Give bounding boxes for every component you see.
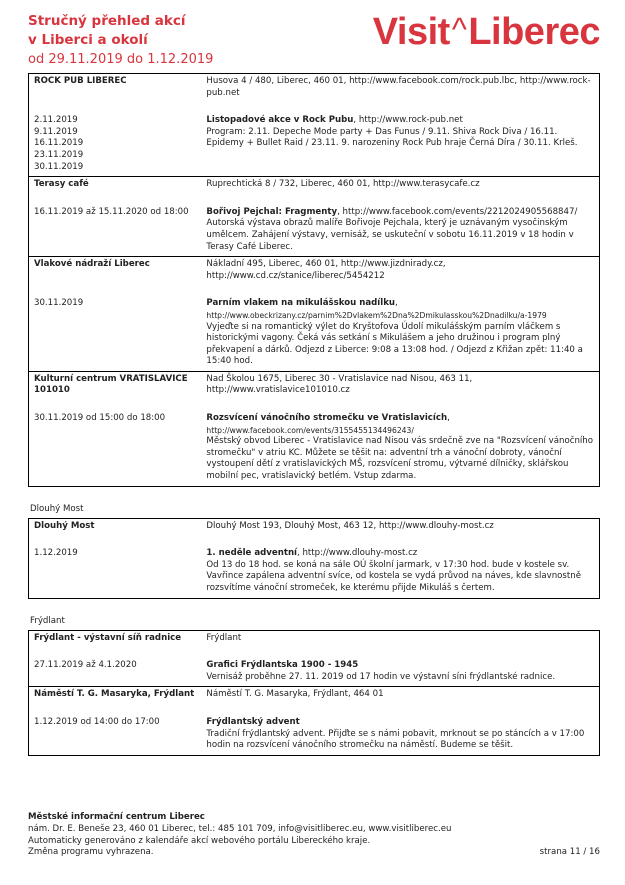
- event-date: 23.11.2019: [34, 149, 84, 160]
- event-title: 1. neděle adventní: [206, 548, 298, 559]
- event-link: http://www.facebook.com/events/3155455134496243/: [206, 425, 414, 435]
- event-title-line: [206, 207, 594, 219]
- event-date: 30.11.2019: [34, 161, 84, 172]
- event-dates: [29, 400, 203, 486]
- event-description: Tradiční frýdlantský advent. Přijďte se s námi pobavit, mrknout se po stáncích a v 17:00 hodin na rozsvícení vánočního stromečku na náměstí. Budeme se těšit.: [206, 728, 585, 751]
- event-title: Frýdlantský advent: [206, 716, 300, 727]
- event-detail-row: [29, 102, 599, 176]
- event-venue: Kulturní centrum VRATISLAVICE 101010: [34, 373, 188, 396]
- event-title: Bořivoj Pejchal: Fragmenty: [206, 206, 338, 217]
- event-date: 2.11.2019: [34, 115, 78, 126]
- event-title-line: [206, 413, 594, 425]
- event-title-line: [206, 115, 594, 127]
- event-dates: [29, 704, 203, 755]
- event-title-line: [206, 548, 594, 560]
- event-dates: [29, 647, 203, 686]
- footer-address: nám. Dr. E. Beneše 23, 460 01 Liberec, tel.: 485 101 709, info@visitliberec.eu, www.visitliberec.eu: [28, 823, 452, 834]
- spacer: [34, 104, 198, 115]
- event-venue: Frýdlant - výstavní síň radnice: [34, 632, 182, 643]
- event-description: Program: 2.11. Depeche Mode party + Das Funus / 9.11. Shiva Rock Diva / 16.11. Epidemy + Bullet Raid / 23.11. 9. narozeniny Rock Pub hraje Černá Díra / 30.11. Krleš.: [206, 126, 578, 149]
- event-detail-row: [29, 285, 599, 371]
- event-venue-row: [29, 631, 599, 648]
- footer-org-name: Městské informační centrum Liberec: [28, 812, 205, 822]
- event-dates: [29, 535, 203, 597]
- event-address: Ruprechtická 8 / 732, Liberec, 460 01, http://www.terasycafe.cz: [206, 179, 480, 190]
- spacer: [206, 196, 594, 207]
- event-description: Vyjeďte si na romantický výlet do Kryštofova Údolí mikulášským parním vláčkem s historickými vagony. Čeká vás setkání s Mikulášem a jeho družinou i program plný překvapení a dárků. Odjezd z Liberce: 9:08 a 13:08 hod. / Odjezd z Křižan zpět: 11:40 a 15:40 hod.: [206, 321, 583, 367]
- event-date: 30.11.2019: [34, 298, 84, 309]
- title-date-range: od 29.11.2019 do 1.12.2019: [28, 52, 214, 67]
- event-venue-row: [29, 372, 599, 400]
- spacer: [206, 287, 594, 298]
- logo-caret: ^: [451, 11, 467, 47]
- event-date: 30.11.2019 od 15:00 do 18:00: [34, 413, 166, 424]
- logo-text-liberec: Liberec: [468, 11, 600, 53]
- event-block: [28, 687, 600, 755]
- event-details: [203, 535, 599, 597]
- event-title-line: [206, 298, 594, 310]
- event-table: [28, 630, 600, 756]
- page-header: [28, 12, 600, 70]
- event-title-line: [206, 660, 594, 672]
- event-link: http://www.obeckrizany.cz/parnim%2Dvlakem%2Dna%2Dmikulasskou%2Dnadilku/a-1979: [206, 310, 547, 320]
- section-title: Dlouhý Most: [30, 503, 84, 514]
- event-description: Od 13 do 18 hod. se koná na sále OÚ školní jarmark, v 17:30 hod. bude v kostele sv. Vavřince zapálena adventní svíce, od kostela se vydá průvod na náves, kde slavnostně rozsvítíme vánoční stromeček, ke kterému přijde Mikuláš s čertem.: [206, 559, 582, 593]
- event-venue: ROCK PUB LIBEREC: [34, 76, 127, 86]
- event-detail-row: [29, 400, 599, 486]
- event-url: , http://www.rock-pub.net: [353, 115, 463, 126]
- event-table: [28, 518, 600, 599]
- event-block: [28, 177, 600, 257]
- event-date: 1.12.2019: [34, 548, 78, 559]
- event-venue-row: [29, 519, 599, 536]
- event-block: [28, 630, 600, 688]
- event-venue: Dlouhý Most: [34, 520, 95, 531]
- event-date: 9.11.2019: [34, 126, 78, 137]
- event-details: [203, 194, 599, 256]
- events-content: [28, 73, 600, 756]
- event-dates: [29, 285, 203, 371]
- event-url: ,: [395, 298, 398, 309]
- spacer: [34, 649, 198, 660]
- event-venue: Vlakové nádraží Liberec: [34, 259, 150, 270]
- spacer: [206, 104, 594, 115]
- event-dates: [29, 102, 203, 176]
- footer-note-changes: Změna programu vyhrazena.: [28, 847, 154, 858]
- event-title: Grafici Frýdlantska 1900 - 1945: [206, 660, 359, 671]
- event-address: Nákladní 495, Liberec, 460 01, http://www.jizdnirady.cz, http://www.cd.cz/stanice/liberec/5454212: [206, 259, 446, 281]
- event-title-line: [206, 717, 594, 729]
- event-detail-row: [29, 647, 599, 686]
- event-block: [28, 372, 600, 487]
- event-table: [28, 73, 600, 487]
- spacer: [34, 196, 198, 207]
- spacer: [206, 402, 594, 413]
- event-block: [28, 73, 600, 177]
- spacer: [34, 537, 198, 548]
- event-dates: [29, 194, 203, 256]
- footer-note-generated: Automaticky generováno z kalendáře akcí webového portálu Libereckého kraje.: [28, 835, 371, 846]
- document-title: [28, 12, 213, 69]
- event-venue-row: [29, 74, 599, 102]
- event-description: Autorská výstava obrazů malíře Bořivoje Pejchala, který je uznávaným vysočinským umělcem. Zahájení výstavy, vernisáž, se uskuteční v sobotu 16.11.2019 v 18 hodin v Terasy Café Liberec.: [206, 218, 574, 252]
- event-url: ,: [447, 413, 450, 424]
- event-details: [203, 400, 599, 486]
- event-title: Parním vlakem na mikulášskou nadílku: [206, 298, 396, 309]
- event-title: Rozsvícení vánočního stromečku ve Vratislavicích: [206, 413, 448, 424]
- event-url: , http://www.dlouhy-most.cz: [297, 548, 418, 559]
- spacer: [34, 287, 198, 298]
- spacer: [206, 706, 594, 717]
- event-date: 27.11.2019 až 4.1.2020: [34, 660, 137, 671]
- section-title: Frýdlant: [30, 615, 65, 626]
- visit-liberec-logo: [373, 12, 600, 53]
- event-date: 1.12.2019 od 14:00 do 17:00: [34, 716, 160, 727]
- event-address: Nad Školou 1675, Liberec 30 - Vratislavice nad Nisou, 463 11, http://www.vratislavice101010.cz: [206, 373, 473, 396]
- event-title: Listopadové akce v Rock Pubu: [206, 115, 354, 126]
- event-venue-row: [29, 687, 599, 704]
- event-address: Husova 4 / 480, Liberec, 460 01, http://www.facebook.com/rock.pub.lbc, http://www.rock-pub.net: [206, 76, 591, 98]
- event-details: [203, 704, 599, 755]
- event-address: Frýdlant: [206, 632, 242, 643]
- event-venue: Terasy café: [34, 179, 89, 190]
- event-date: 16.11.2019 až 15.11.2020 od 18:00: [34, 206, 189, 217]
- event-block: [28, 257, 600, 372]
- event-detail-row: [29, 194, 599, 256]
- event-url: , http://www.facebook.com/events/2212024905568847/: [337, 206, 578, 217]
- page-number: strana 11 / 16: [539, 847, 600, 858]
- spacer: [34, 402, 198, 413]
- page-footer: [28, 812, 600, 859]
- spacer: [34, 706, 198, 717]
- event-detail-row: [29, 704, 599, 755]
- event-address: Náměstí T. G. Masaryka, Frýdlant, 464 01: [206, 689, 384, 700]
- event-details: [203, 285, 599, 371]
- event-description: Městský obvod Liberec - Vratislavice nad Nisou vás srdečně zve na "Rozsvícení vánočního stromečku" v atriu KC. Můžete se těšit na: adventní trh a vánoční dobroty, vánoční vystoupení dětí z vratislavických MŠ, rozsvícení stromu, výtvarné dílničky, sklářskou mobilní pec, vratislavický betlém. Vstup zdarma.: [206, 436, 593, 482]
- spacer: [206, 649, 594, 660]
- event-description: Vernisáž proběhne 27. 11. 2019 od 17 hodin ve výstavní síni frýdlantské radnice.: [206, 671, 556, 682]
- event-venue: Náměstí T. G. Masaryka, Frýdlant: [34, 689, 195, 700]
- title-line-2: v Liberci a okolí: [28, 32, 148, 48]
- event-date: 16.11.2019: [34, 138, 84, 149]
- event-details: [203, 102, 599, 176]
- spacer: [206, 537, 594, 548]
- event-address: Dlouhý Most 193, Dlouhý Most, 463 12, http://www.dlouhy-most.cz: [206, 520, 494, 531]
- event-venue-row: [29, 257, 599, 285]
- logo-text-visit: Visit: [372, 11, 450, 53]
- event-venue-row: [29, 177, 599, 194]
- event-detail-row: [29, 535, 599, 597]
- event-block: [28, 518, 600, 599]
- title-line-1: Stručný přehled akcí: [28, 13, 186, 29]
- event-details: [203, 647, 599, 686]
